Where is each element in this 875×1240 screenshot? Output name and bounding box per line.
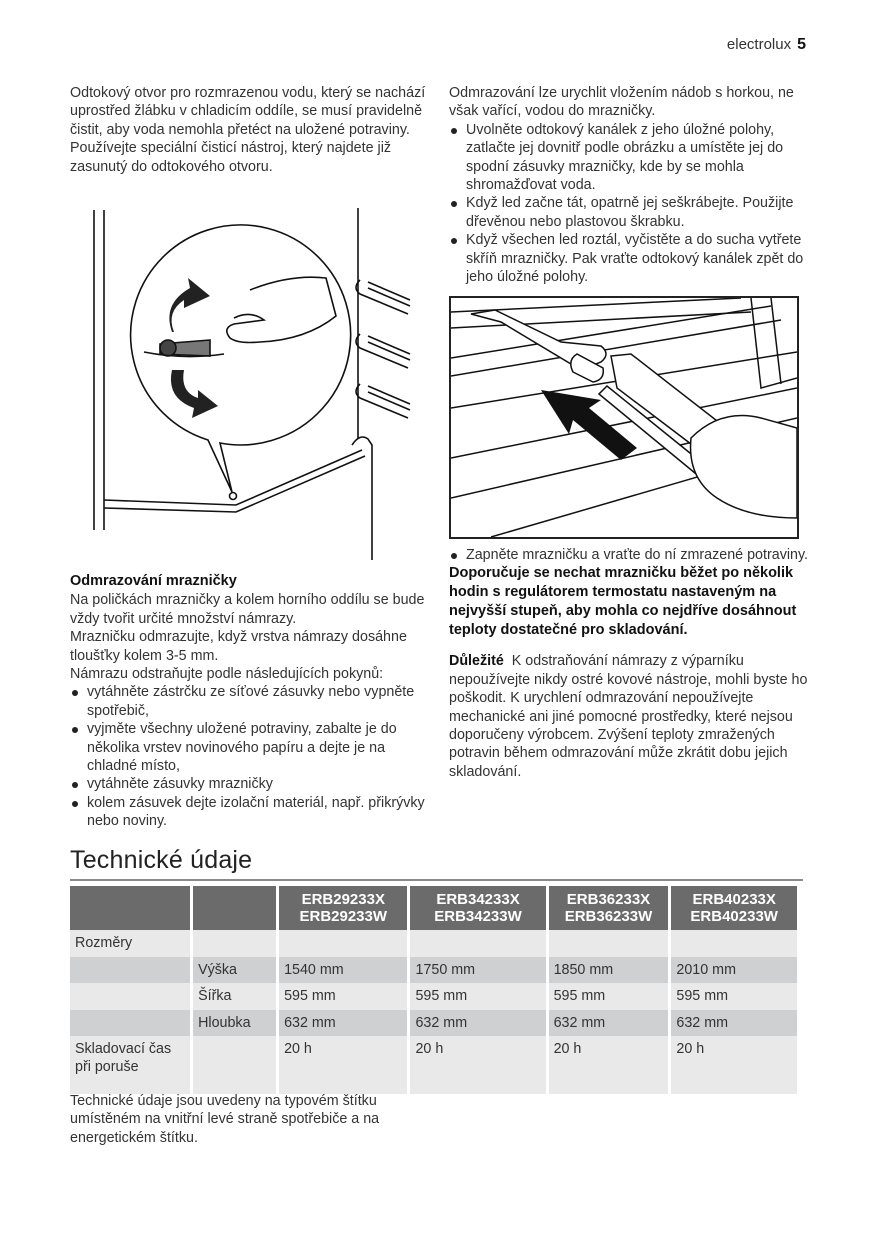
drain-hole-cleaning-illustration-icon	[90, 200, 430, 560]
tech-footnote: Technické údaje jsou uvedeny na typovém štítku umístěném na vnitřní levé straně spotřebiče a na energetickém štítku.	[70, 1093, 380, 1146]
page-number: 5	[797, 36, 806, 53]
page-header	[727, 36, 806, 54]
drain-steps-list	[449, 121, 809, 287]
defrost-steps-list	[70, 683, 432, 830]
header-cell-empty	[70, 886, 190, 930]
header-cell-model: ERB36233X ERB36233W	[549, 886, 669, 930]
drain-cleaning-figure	[90, 200, 430, 560]
header-cell-model: ERB29233X ERB29233W	[279, 886, 407, 930]
table-row: Výška 1540 mm 1750 mm 1850 mm 2010 mm	[70, 957, 797, 984]
header-cell-model: ERB40233X ERB40233W	[671, 886, 797, 930]
defrost-paragraph-3: Námrazu odstraňujte podle následujících pokynů:	[70, 666, 384, 683]
important-note	[449, 652, 809, 781]
table-row: Šířka 595 mm 595 mm 595 mm 595 mm	[70, 983, 797, 1010]
table-row: Hloubka 632 mm 632 mm 632 mm 632 mm	[70, 1010, 797, 1037]
final-step-list	[449, 546, 809, 564]
list-item: vytáhněte zásuvky mrazničky	[70, 775, 432, 793]
section-title: Technické údaje	[70, 846, 253, 874]
hot-water-paragraph: Odmrazování lze urychlit vložením nádob s horkou, ne však vařící, vodou do mrazničky.	[449, 85, 794, 120]
list-item: vyjměte všechny uložené potraviny, zabalte je do několika vrstev novinového papíru a dejte je na chladné místo,	[70, 720, 432, 775]
drain-channel-figure	[449, 296, 799, 539]
header-cell-model: ERB34233X ERB34233W	[410, 886, 545, 930]
table-row: Skladovací čas při poruše 20 h 20 h 20 h 20 h	[70, 1036, 797, 1094]
table-header-row	[70, 886, 797, 930]
important-text: K odstraňování námrazy z výparníku nepoužívejte nikdy ostré kovové nástroje, mohli byste ho poškodit. K urychlení odmrazování nepoužívejte mechanické ani jiné pomocné prostředky, které nejsou doporučeny výrobcem. Zvýšení teploty zmražených potravin během odmrazování může zkrátit dobu jejich skladování.	[449, 653, 808, 780]
defrost-heading: Odmrazování mrazničky	[70, 573, 237, 589]
right-lower	[449, 546, 809, 781]
list-item: Když led začne tát, opatrně jej seškrábejte. Použijte dřevěnou nebo plastovou škrabku.	[449, 194, 809, 231]
drain-channel-insertion-illustration-icon	[451, 298, 797, 537]
defrost-section	[70, 572, 432, 831]
left-intro	[70, 84, 432, 176]
list-item: Když všechen led roztál, vyčistěte a do sucha vytřete skříň mrazničky. Pak vraťte odtokový kanálek zpět do jeho úložné polohy.	[449, 231, 809, 286]
defrost-paragraph-1: Na poličkách mrazničky a kolem horního oddílu se bude vždy tvořit určité množství námrazy.	[70, 592, 425, 627]
list-item: vytáhněte zástrčku ze síťové zásuvky nebo vypněte spotřebič,	[70, 683, 432, 720]
right-intro	[449, 84, 809, 286]
defrost-paragraph-2: Mrazničku odmrazujte, když vrstva námrazy dosáhne tloušťky kolem 3-5 mm.	[70, 629, 407, 664]
tech-spec-table	[67, 886, 800, 1094]
drain-hole-paragraph: Odtokový otvor pro rozmrazenou vodu, který se nachází uprostřed žlábku v chladicím oddíle, se musí pravidelně čistit, aby voda nemohla přetéct na uložené potraviny. Používejte speciální čisticí nástroj, který najdete již zasunutý do odtokového otvoru.	[70, 85, 426, 175]
list-item: Zapněte mrazničku a vraťte do ní zmrazené potraviny.	[449, 546, 809, 564]
list-item: kolem zásuvek dejte izolační materiál, např. přikrývky nebo noviny.	[70, 794, 432, 831]
table-row: Rozměry	[70, 930, 797, 957]
list-item: Uvolněte odtokový kanálek z jeho úložné polohy, zatlačte jej dovnitř podle obrázku a umístěte jej do spodní zásuvky mrazničky, kde by se mohla shromažďovat voda.	[449, 121, 809, 195]
brand-name: electrolux	[726, 36, 792, 53]
important-label: Důležité	[449, 653, 504, 670]
recommendation-paragraph: Doporučuje se nechat mrazničku běžet po několik hodin s regulátorem termostatu nastaveným na nejvyšší stupeň, aby mohla co nejdříve dosáhnout teploty dostatečné pro skladování.	[449, 565, 797, 639]
header-cell-empty	[193, 886, 276, 930]
section-divider	[70, 879, 803, 881]
